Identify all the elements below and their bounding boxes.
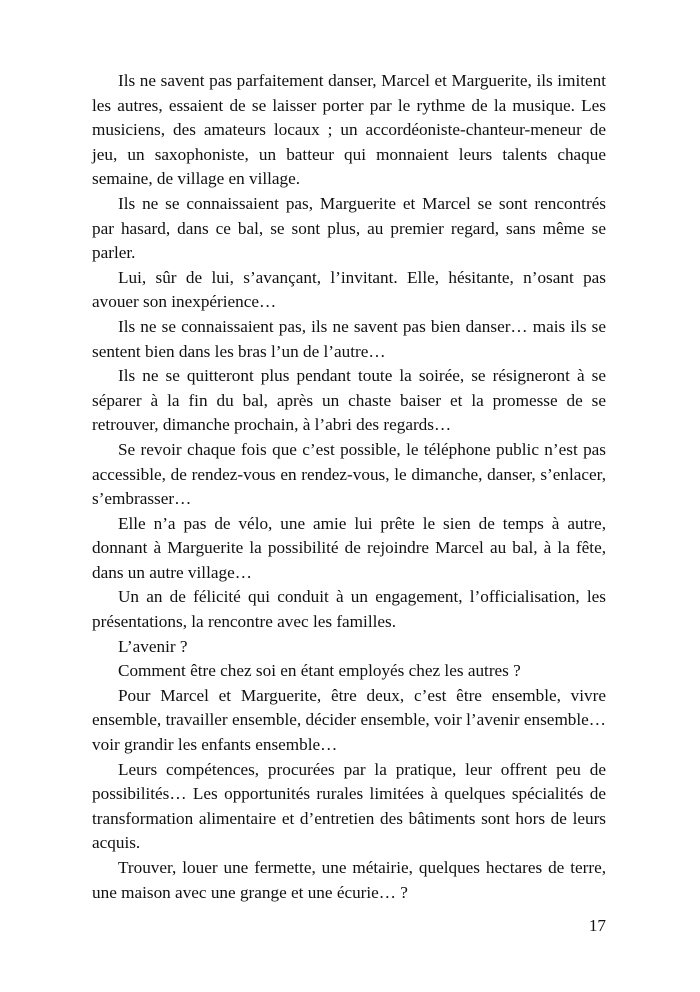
body-text [92, 69, 606, 905]
page-number: 17 [588, 916, 606, 935]
paragraph: Ils ne savent pas parfaitement danser, Marcel et Marguerite, ils imitent les autres, essaient de se laisser porter par le rythme de la musique. Les musiciens, des amateurs locaux ; un accordéoniste-chanteur-meneur de jeu, un saxophoniste, un batteur qui monnaient leurs talents chaque semaine, de village en village. [92, 71, 606, 189]
paragraph: Ils ne se connaissaient pas, ils ne savent pas bien danser… mais ils se sentent bien dans les bras l’un de l’autre… [92, 316, 606, 361]
paragraph: Pour Marcel et Marguerite, être deux, c’est être ensemble, vivre ensemble, travailler ensemble, décider ensemble, voir l’avenir ensemble… voir grandir les enfants ensemble… [92, 685, 606, 755]
paragraph: Ils ne se connaissaient pas, Marguerite et Marcel se sont rencontrés par hasard, dans ce bal, se sont plus, au premier regard, sans même se parler. [92, 193, 606, 263]
paragraph: Elle n’a pas de vélo, une amie lui prête le sien de temps à autre, donnant à Marguerite la possibilité de rejoindre Marcel au bal, à la fête, dans un autre village… [92, 513, 606, 582]
paragraph: Trouver, louer une fermette, une métairie, quelques hectares de terre, une maison avec une grange et une écurie… ? [92, 858, 606, 902]
paragraph: Lui, sûr de lui, s’avançant, l’invitant. Elle, hésitante, n’osant pas avouer son inexpérience… [92, 267, 606, 312]
paragraph: L’avenir ? [118, 636, 188, 656]
paragraph: Comment être chez soi en étant employés chez les autres ? [118, 661, 521, 681]
paragraph: Ils ne se quitteront plus pendant toute la soirée, se résigneront à se séparer à la fin du bal, après un chaste baiser et la promesse de se retrouver, dimanche prochain, à l’abri des regards… [92, 366, 606, 435]
paragraph: Se revoir chaque fois que c’est possible, le téléphone public n’est pas accessible, de rendez-vous en rendez-vous, le dimanche, danser, s’enlacer, s’embrasser… [92, 439, 606, 509]
paragraph: Un an de félicité qui conduit à un engagement, l’officialisation, les présentations, la rencontre avec les familles. [92, 587, 606, 632]
paragraph: Leurs compétences, procurées par la pratique, leur offrent peu de possibilités… Les opportunités rurales limitées à quelques spécialités de transformation alimentaire et d’entretien des bâtiments sont hors de leurs acquis. [92, 759, 606, 853]
